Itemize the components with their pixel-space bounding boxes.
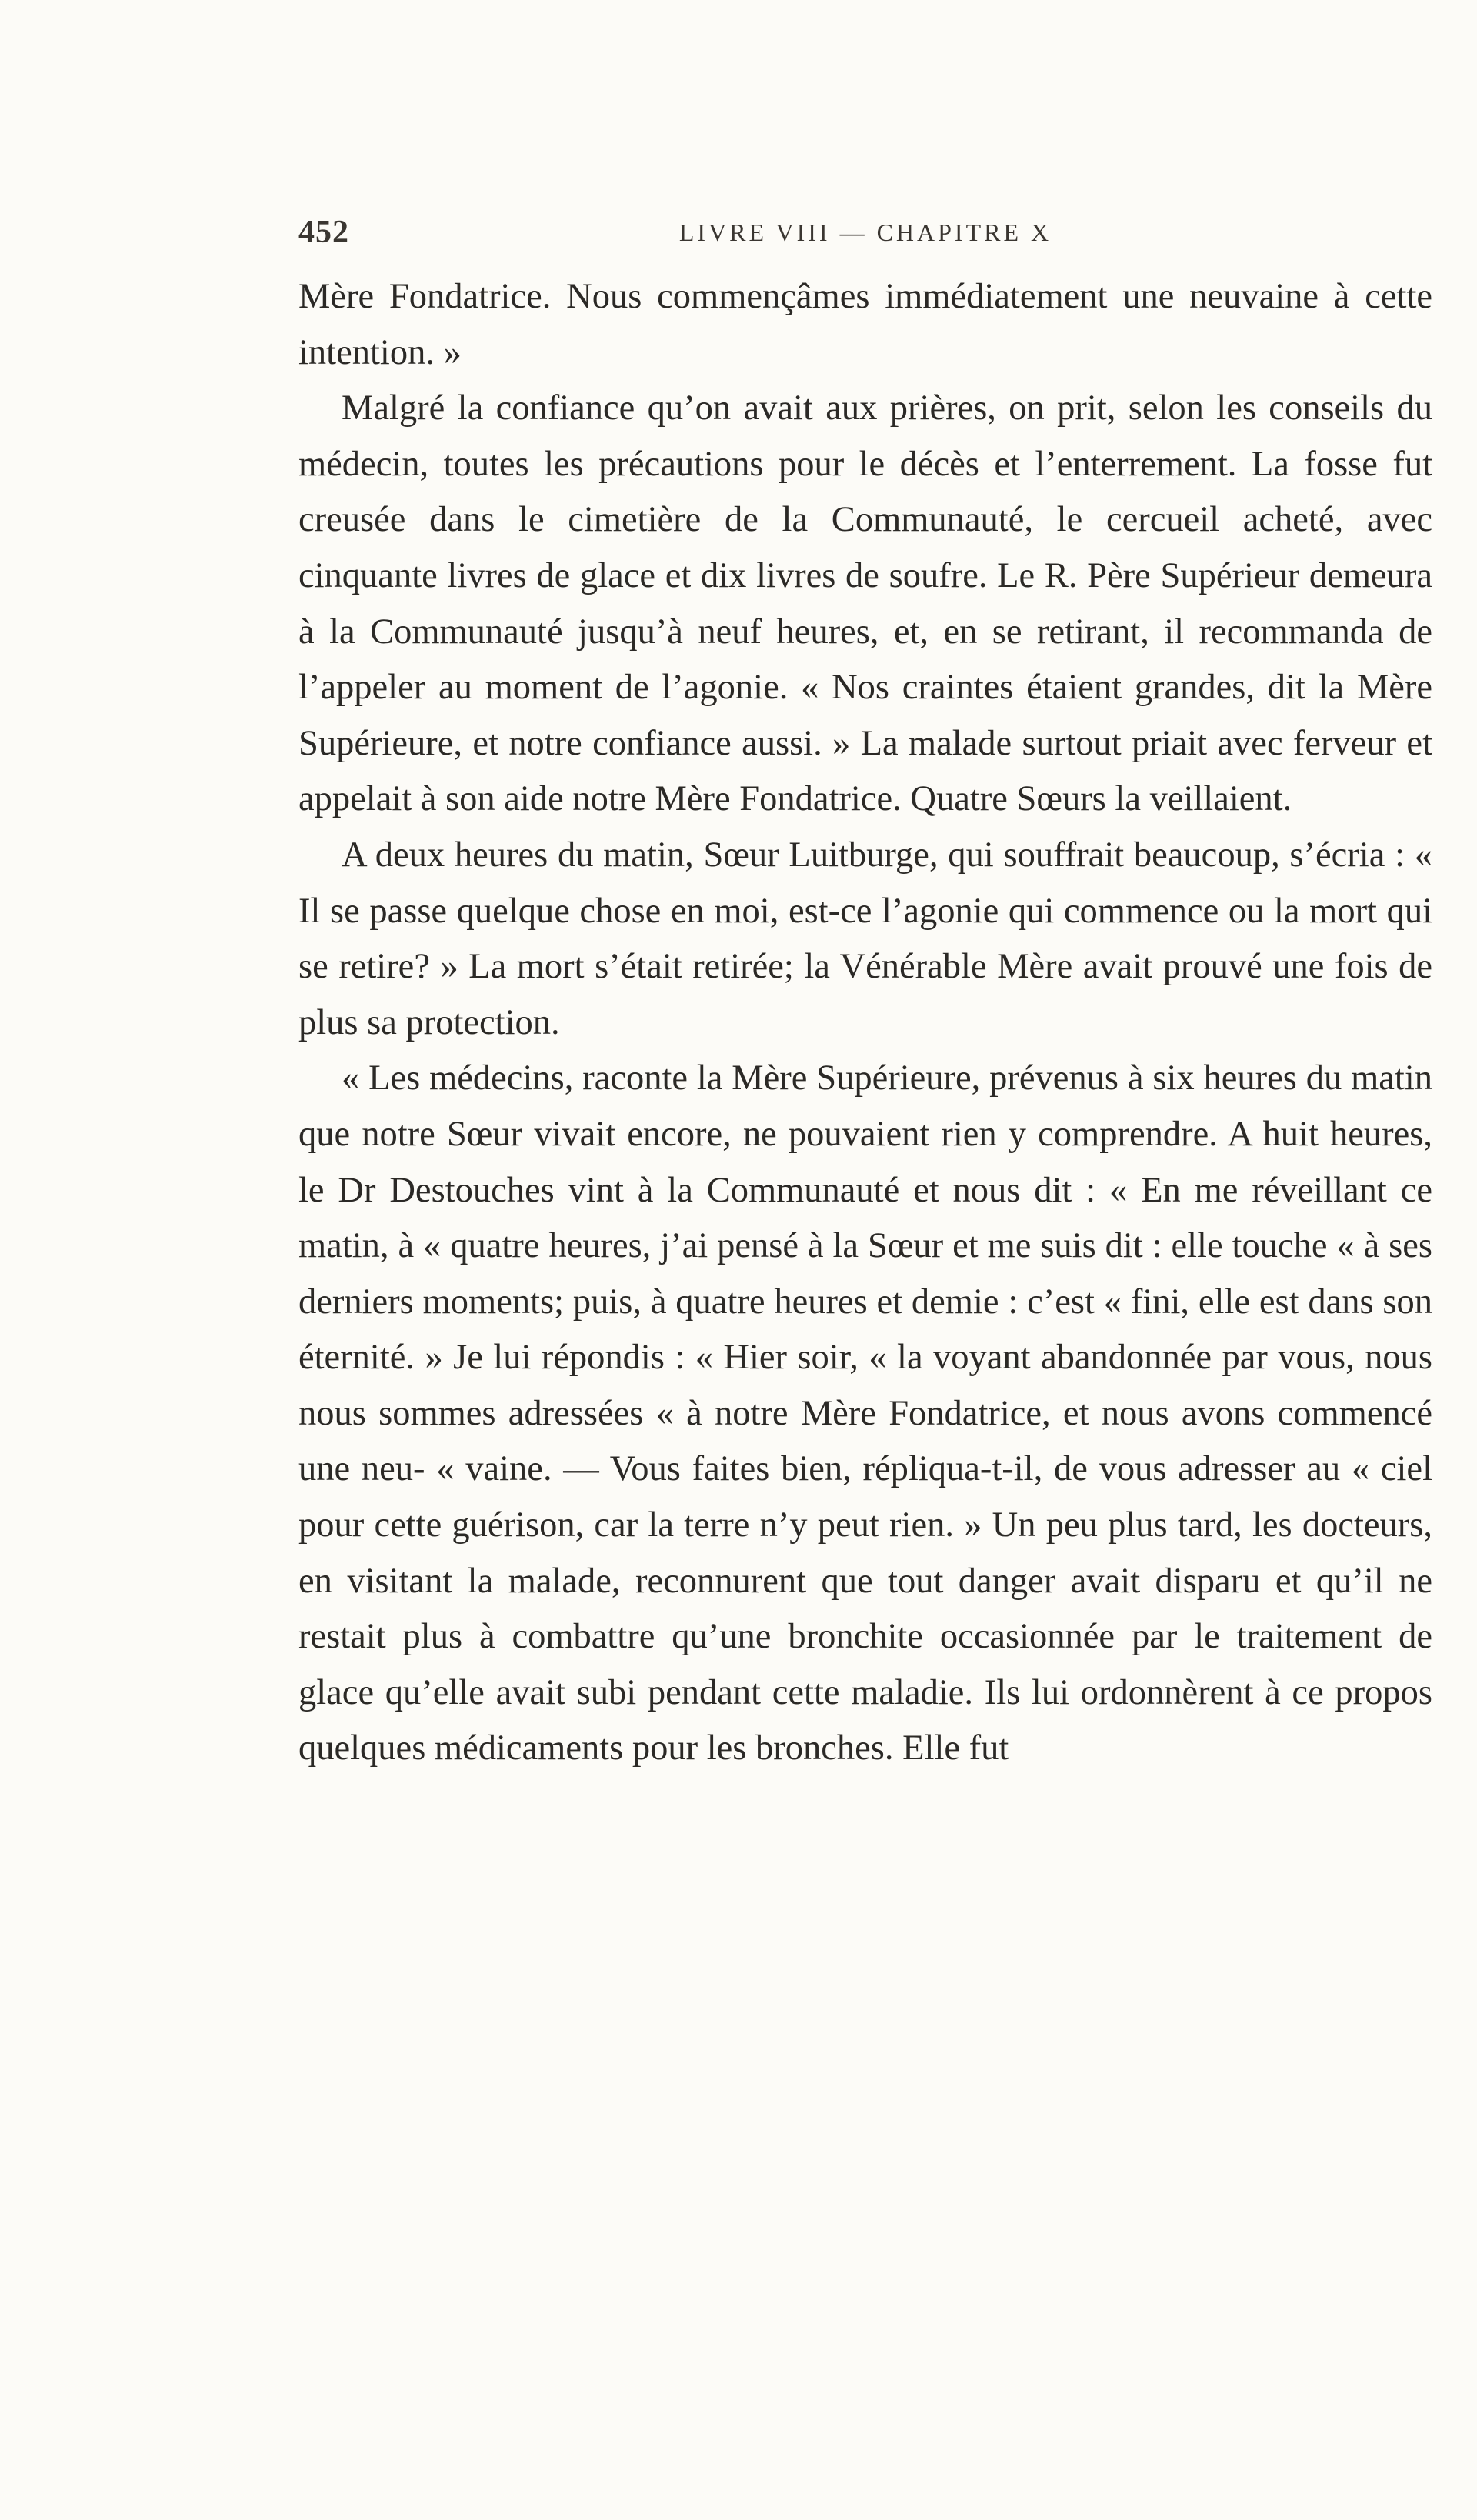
running-header bbox=[298, 206, 1432, 263]
page-number: 452 bbox=[298, 215, 349, 250]
body-text bbox=[298, 269, 1432, 1777]
book-page bbox=[298, 206, 1432, 1777]
paragraph-1: Mère Fondatrice. Nous commençâmes immédiatement une neuvaine à cette intention. » bbox=[298, 277, 1432, 372]
paragraph-4: « Les médecins, raconte la Mère Supérieure, prévenus à six heures du matin que notre Sœur vivait encore, ne pouvaient rien y comprendre. A huit heures, le Dr Destouches vint à la Communauté et nous dit : « En me réveillant ce matin, à « quatre heures, j’ai pensé à la Sœur et me suis dit : elle touche « à ses derniers moments; puis, à quatre heures et demie : c’est « fini, elle est dans son éternité. » Je lui répondis : « Hier soir, « la voyant abandonnée par vous, nous nous sommes adressées « à notre Mère Fondatrice, et nous avons commencé une neu- « vaine. — Vous faites bien, répliqua-t-il, de vous adresser au « ciel pour cette guérison, car la terre n’y peut rien. » Un peu plus tard, les docteurs, en visitant la malade, reconnurent que tout danger avait disparu et qu’il ne restait plus à combattre qu’une bronchite occasionnée par le traitement de glace qu’elle avait subi pendant cette maladie. Ils lui ordonnèrent à ce propos quelques médicaments pour les bronches. Elle fut bbox=[298, 1058, 1432, 1768]
running-title: LIVRE VIII — CHAPITRE X bbox=[678, 218, 1052, 246]
paragraph-3: A deux heures du matin, Sœur Luitburge, qui souffrait beaucoup, s’écria : « Il se passe quelque chose en moi, est-ce l’agonie qui commence ou la mort qui se retire? » La mort s’était retirée; la Vénérable Mère avait prouvé une fois de plus sa protection. bbox=[298, 835, 1432, 1042]
paragraph-2: Malgré la confiance qu’on avait aux prières, on prit, selon les conseils du médecin, toutes les précautions pour le décès et l’enterrement. La fosse fut creusée dans le cimetière de la Communauté, le cercueil acheté, avec cinquante livres de glace et dix livres de soufre. Le R. Père Supérieur demeura à la Communauté jusqu’à neuf heures, et, en se retirant, il recommanda de l’appeler au moment de l’agonie. « Nos craintes étaient grandes, dit la Mère Supérieure, et notre confiance aussi. » La malade surtout priait avec ferveur et appelait à son aide notre Mère Fondatrice. Quatre Sœurs la veillaient. bbox=[298, 388, 1432, 819]
